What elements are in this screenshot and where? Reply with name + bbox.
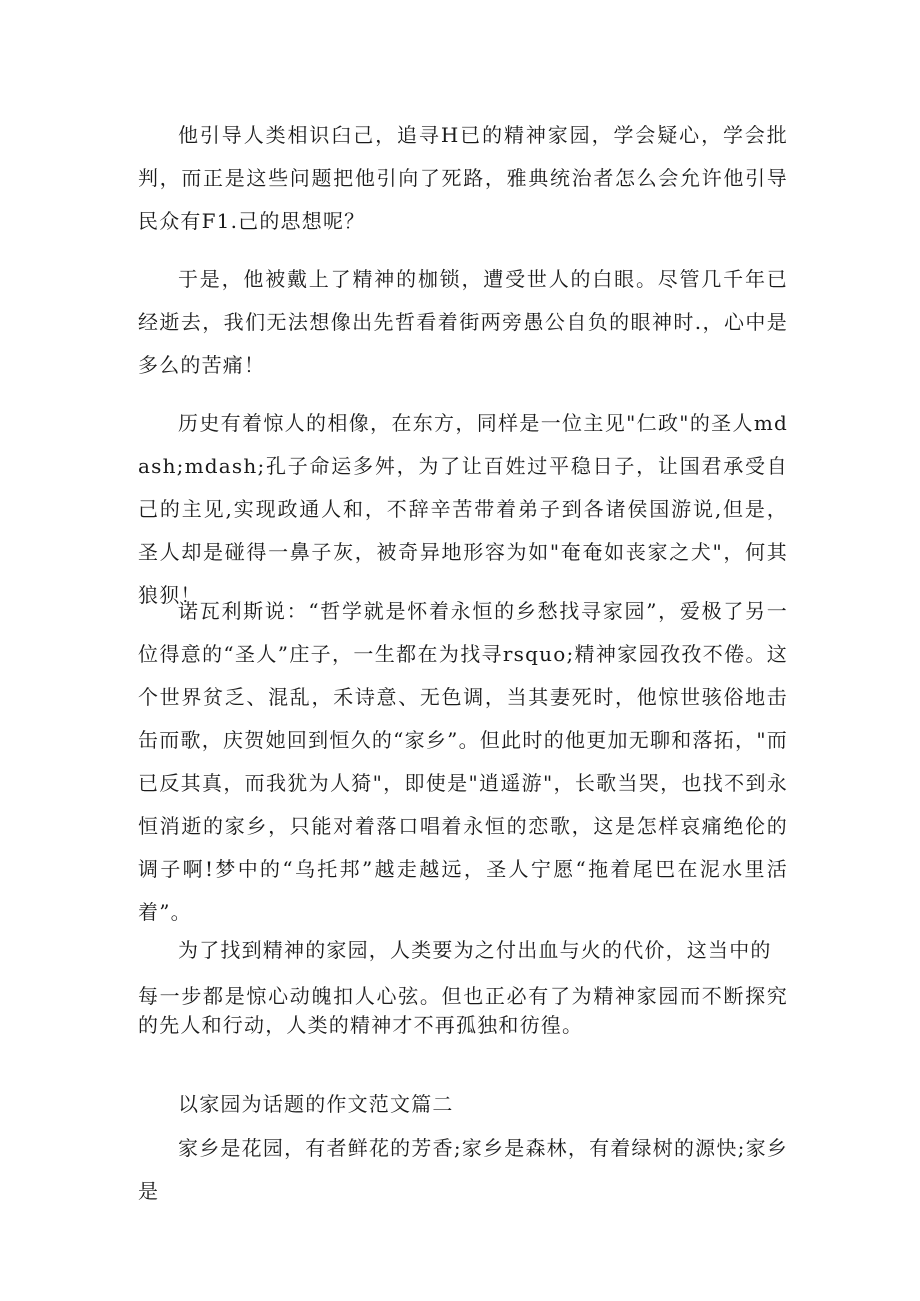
paragraph-5 (138, 930, 788, 1040)
paragraph-2: 于是，他被戴上了精神的枷锁，遭受世人的白眼。尽管几千年已经逝去，我们无法想像出先哲看着街两旁愚公自负的眼神时.，心中是多么的苦痛！ (138, 267, 788, 377)
paragraph-3: 历史有着惊人的相像，在东方，同样是一位主见"仁政"的圣人mdash;mdash;孔子命运多舛，为了让百姓过平稳日子，让国君承受自己的主见,实现政通人和，不辞辛苦带着弟子到各诸侯国游说,但是，圣人却是碰得一鼻子灰，被奇异地形容为如"奄奄如丧家之犬"，何其狼狈！ (138, 411, 788, 607)
section-heading: 以家园为话题的作文范文篇二 (178, 1092, 454, 1116)
paragraph-7: 家乡是花园，有者鲜花的芳香;家乡是森林，有着绿树的源快;家乡是 (138, 1136, 788, 1203)
paragraph-5-line-2: 每一步都是惊心动魄扣人心弦。但也正必有了为精神家园而不断探究的先人和行动，人类的精神才不再孤独和彷徨。 (138, 984, 788, 1037)
paragraph-1: 他引导人类相识臼己，追寻H已的精神家园，学会疑心，学会批判，而正是这些问题把他引向了死路，雅典统治者怎么会允许他引导民众有F1.己的思想呢？ (138, 123, 788, 233)
paragraph-4: 诺瓦利斯说：“哲学就是怀着永恒的乡愁找寻家园”，爱极了另一位得意的“圣人”庄子，一生都在为找寻rsquo;精神家园孜孜不倦。这个世界贫乏、混乱，禾诗意、无色调，当其妻死时，他惊世骇俗地击缶而歌，庆贺她回到恒久的“家乡”。但此时的他更加无聊和落拓，"而已反其真，而我犹为人猗"，即使是"逍遥游"，长歌当哭，也找不到永恒消逝的家乡，只能对着落口唱着永恒的恋歌，这是怎样哀痛绝伦的调子啊!梦中的“乌托邦”越走越远，圣人宁愿“拖着尾巴在泥水里活着”。 (138, 599, 788, 924)
paragraph-5-line-1: 为了找到精神的家园，人类要为之付出血与火的代价，这当中的 (178, 938, 772, 962)
